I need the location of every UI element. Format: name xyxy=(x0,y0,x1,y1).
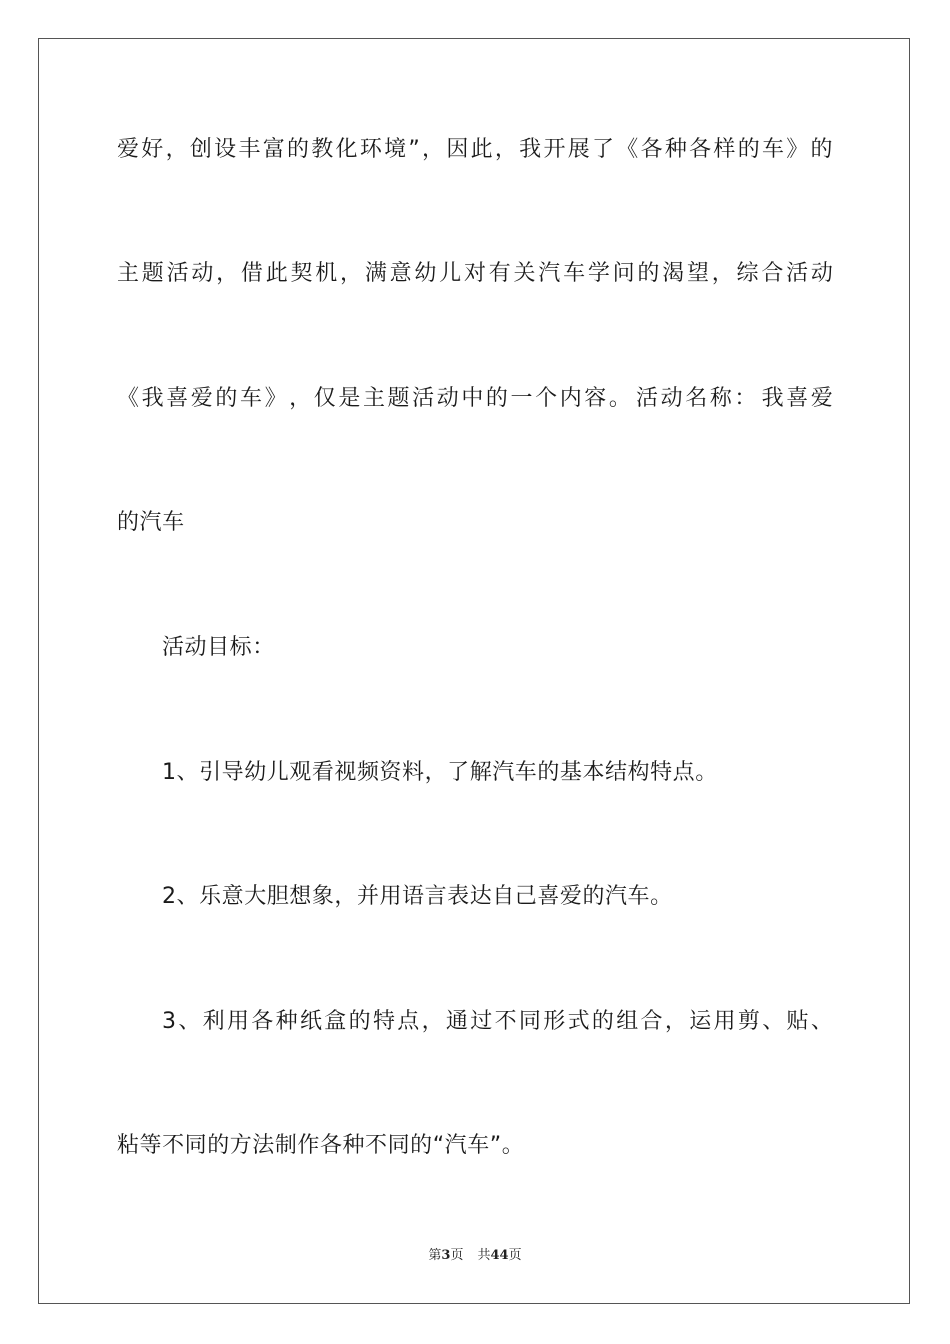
paragraph-line: 粘等不同的方法制作各种不同的“汽车”。 xyxy=(117,1133,525,1158)
footer-total-suffix: 页 xyxy=(508,1248,522,1263)
list-item: 2、乐意大胆想象，并用语言表达自己喜爱的汽车。 xyxy=(162,884,673,909)
paragraph-line: 爱 好 ， 创 设 丰 富 的 教 化 环 境 ” ， 因 此 ， 我 开 展 了 《 各 种 各 样 的 车 》 的 xyxy=(117,137,833,162)
footer-page-current: 3 xyxy=(441,1248,451,1263)
paragraph-line: 的汽车 xyxy=(117,510,185,535)
page-border xyxy=(38,38,910,1304)
list-item: 3 、 利 用 各 种 纸 盒 的 特 点 ， 通 过 不 同 形 式 的 组 合 ， 运 用 剪 、 贴 、 xyxy=(162,1009,833,1034)
paragraph-line: 主 题 活 动 ， 借 此 契 机 ， 满 意 幼 儿 对 有 关 汽 车 学 问 的 渴 望 ， 综 合 活 动 xyxy=(117,261,833,286)
footer-page-total: 44 xyxy=(490,1248,509,1263)
footer-page-prefix: 第 xyxy=(428,1248,442,1263)
paragraph-line: 《 我 喜 爱 的 车 》 ， 仅 是 主 题 活 动 中 的 一 个 内 容 。 活 动 名 称 ： 我 喜 爱 xyxy=(117,386,833,411)
footer-page-suffix: 页 xyxy=(450,1248,464,1263)
footer-total-prefix: 共 xyxy=(477,1248,491,1263)
page-footer xyxy=(0,1247,950,1265)
list-item: 1、引导幼儿观看视频资料，了解汽车的基本结构特点。 xyxy=(162,760,718,785)
section-heading: 活动目标： xyxy=(162,635,275,660)
